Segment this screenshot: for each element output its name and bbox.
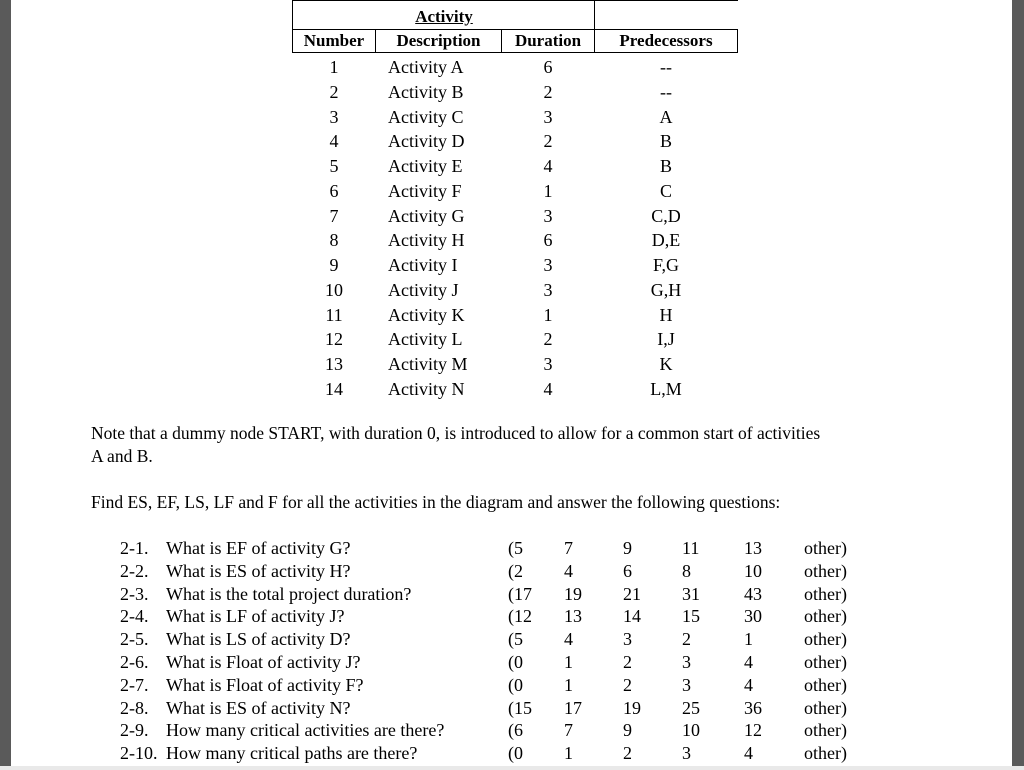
answer-option: 25 bbox=[682, 697, 700, 718]
row-predecessors: G,H bbox=[650, 279, 682, 300]
row-description: Activity F bbox=[388, 180, 462, 201]
row-number: 12 bbox=[325, 329, 343, 350]
row-description: Activity D bbox=[388, 131, 465, 152]
answer-option: 2 bbox=[623, 743, 632, 764]
answer-option: 36 bbox=[744, 697, 762, 718]
answer-option: (5 bbox=[508, 629, 523, 650]
answer-option: 2 bbox=[623, 674, 632, 695]
answer-option: (0 bbox=[508, 743, 523, 764]
question-number: 2-5. bbox=[120, 629, 149, 650]
row-description: Activity M bbox=[388, 354, 468, 374]
answer-option: other) bbox=[804, 697, 847, 718]
question-number: 2-9. bbox=[120, 720, 149, 741]
answer-option: other) bbox=[804, 652, 847, 672]
header-predecessors: Predecessors bbox=[619, 31, 713, 50]
answer-option: 21 bbox=[623, 583, 641, 604]
answer-option: other) bbox=[804, 583, 847, 604]
row-number: 7 bbox=[329, 205, 339, 226]
row-description: Activity B bbox=[388, 81, 464, 102]
question-text: What is the total project duration? bbox=[166, 583, 412, 604]
answer-option: 12 bbox=[744, 720, 762, 741]
question-number: 2-8. bbox=[120, 697, 149, 718]
answer-option: 13 bbox=[564, 606, 582, 627]
row-duration: 2 bbox=[543, 329, 553, 350]
header-bottom-border bbox=[292, 52, 738, 53]
answer-option: 31 bbox=[682, 583, 700, 604]
note-line-2: A and B. bbox=[91, 446, 153, 466]
answer-option: (12 bbox=[508, 606, 532, 627]
row-predecessors: C,D bbox=[651, 205, 681, 226]
answer-option: (2 bbox=[508, 560, 523, 581]
answer-option: other) bbox=[804, 538, 847, 558]
row-duration: 1 bbox=[543, 180, 553, 201]
answer-option: other) bbox=[804, 629, 847, 650]
answer-option: 3 bbox=[682, 674, 691, 695]
document-page bbox=[11, 0, 1012, 766]
answer-option: 10 bbox=[682, 720, 700, 741]
row-number: 5 bbox=[329, 156, 339, 176]
answer-option: other) bbox=[804, 720, 847, 741]
row-predecessors: L,M bbox=[650, 378, 682, 399]
answer-option: (17 bbox=[508, 583, 532, 604]
row-duration: 2 bbox=[543, 131, 553, 152]
instructions: Find ES, EF, LS, LF and F for all the activities in the diagram and answer the following questions: bbox=[91, 492, 781, 512]
row-description: Activity A bbox=[388, 57, 464, 77]
answer-option: 11 bbox=[682, 538, 700, 558]
answer-option: (0 bbox=[508, 652, 523, 672]
question-text: How many critical activities are there? bbox=[166, 720, 445, 741]
row-predecessors: F,G bbox=[652, 255, 680, 275]
answer-option: 14 bbox=[623, 606, 641, 627]
row-description: Activity E bbox=[388, 156, 463, 176]
answer-option: (6 bbox=[508, 720, 523, 741]
row-description: Activity C bbox=[388, 106, 464, 127]
note-line-1: Note that a dummy node START, with duration 0, is introduced to allow for a common start of activities bbox=[91, 423, 821, 443]
answer-option: 1 bbox=[564, 743, 573, 764]
header-number: Number bbox=[303, 31, 365, 50]
row-duration: 1 bbox=[543, 304, 553, 325]
answer-option: 15 bbox=[682, 606, 700, 627]
row-description: Activity N bbox=[388, 378, 465, 399]
row-description: Activity H bbox=[388, 230, 465, 251]
answer-option: 4 bbox=[744, 674, 753, 695]
row-number: 13 bbox=[325, 354, 343, 374]
answer-option: 2 bbox=[682, 629, 691, 650]
row-duration: 3 bbox=[543, 354, 553, 374]
answer-option: 7 bbox=[564, 538, 573, 558]
answer-option: (5 bbox=[508, 538, 523, 558]
row-number: 11 bbox=[325, 304, 343, 325]
row-predecessors: K bbox=[659, 354, 673, 374]
row-duration: 3 bbox=[543, 205, 553, 226]
row-predecessors: -- bbox=[660, 57, 672, 77]
answer-option: other) bbox=[804, 606, 847, 627]
answer-option: 6 bbox=[623, 560, 632, 581]
answer-option: (0 bbox=[508, 674, 523, 695]
question-number: 2-10. bbox=[120, 743, 158, 764]
header-activity-group: Activity bbox=[415, 7, 473, 26]
question-text: What is EF of activity G? bbox=[166, 538, 351, 558]
row-duration: 6 bbox=[543, 230, 553, 251]
row-duration: 4 bbox=[543, 378, 553, 399]
header-divider bbox=[292, 29, 738, 30]
row-description: Activity K bbox=[388, 304, 465, 325]
answer-option: 4 bbox=[744, 652, 753, 672]
answer-option: (15 bbox=[508, 697, 532, 718]
row-predecessors: -- bbox=[660, 81, 672, 102]
answer-option: other) bbox=[804, 560, 847, 581]
question-number: 2-7. bbox=[120, 674, 149, 695]
answer-option: 4 bbox=[564, 560, 573, 581]
table-top-border bbox=[292, 0, 738, 1]
answer-option: 10 bbox=[744, 560, 762, 581]
row-description: Activity G bbox=[388, 205, 465, 226]
header-right-border bbox=[737, 29, 738, 53]
answer-option: other) bbox=[804, 674, 847, 695]
question-text: What is LS of activity D? bbox=[166, 629, 351, 650]
header-description: Description bbox=[396, 31, 481, 50]
row-number: 8 bbox=[329, 230, 339, 251]
row-description: Activity J bbox=[388, 279, 459, 300]
answer-option: 30 bbox=[744, 606, 762, 627]
row-predecessors: D,E bbox=[651, 230, 681, 251]
row-predecessors: H bbox=[659, 304, 673, 325]
answer-option: 4 bbox=[744, 743, 753, 764]
question-number: 2-2. bbox=[120, 560, 149, 581]
question-text: What is LF of activity J? bbox=[166, 606, 345, 627]
row-number: 4 bbox=[329, 131, 339, 152]
answer-option: 17 bbox=[564, 697, 582, 718]
question-text: What is ES of activity H? bbox=[166, 560, 351, 581]
answer-option: 2 bbox=[623, 652, 632, 672]
row-predecessors: A bbox=[659, 106, 673, 127]
answer-option: 7 bbox=[564, 720, 573, 741]
answer-option: 19 bbox=[564, 583, 582, 604]
row-number: 2 bbox=[329, 81, 339, 102]
row-predecessors: I,J bbox=[657, 329, 675, 350]
answer-option: 3 bbox=[682, 743, 691, 764]
answer-option: 3 bbox=[682, 652, 691, 672]
answer-option: 4 bbox=[564, 629, 573, 650]
page-bottom-edge bbox=[0, 766, 1024, 770]
answer-option: 43 bbox=[744, 583, 762, 604]
question-text: What is ES of activity N? bbox=[166, 697, 351, 718]
row-number: 10 bbox=[325, 279, 343, 300]
row-duration: 6 bbox=[543, 57, 553, 77]
answer-option: 3 bbox=[623, 629, 632, 650]
row-duration: 4 bbox=[543, 156, 553, 176]
row-duration: 3 bbox=[543, 255, 553, 275]
question-number: 2-1. bbox=[120, 538, 149, 558]
answer-option: 1 bbox=[744, 629, 753, 650]
answer-option: 13 bbox=[744, 538, 762, 558]
row-number: 3 bbox=[329, 106, 339, 127]
question-text: What is Float of activity J? bbox=[166, 652, 361, 672]
row-number: 9 bbox=[329, 255, 339, 275]
row-duration: 3 bbox=[543, 279, 553, 300]
answer-option: 9 bbox=[623, 538, 632, 558]
question-text: What is Float of activity F? bbox=[166, 674, 364, 695]
question-text: How many critical paths are there? bbox=[166, 743, 418, 764]
answer-option: other) bbox=[804, 743, 847, 764]
row-duration: 2 bbox=[543, 81, 553, 102]
row-description: Activity L bbox=[388, 329, 463, 350]
answer-option: 19 bbox=[623, 697, 641, 718]
question-number: 2-3. bbox=[120, 583, 149, 604]
answer-option: 1 bbox=[564, 674, 573, 695]
row-duration: 3 bbox=[543, 106, 553, 127]
answer-option: 8 bbox=[682, 560, 691, 581]
question-number: 2-6. bbox=[120, 652, 149, 672]
row-predecessors: B bbox=[659, 156, 672, 176]
header-duration: Duration bbox=[514, 31, 582, 50]
row-description: Activity I bbox=[388, 255, 458, 275]
row-predecessors: C bbox=[659, 180, 672, 201]
question-number: 2-4. bbox=[120, 606, 149, 627]
answer-option: 1 bbox=[564, 652, 573, 672]
row-number: 1 bbox=[329, 57, 339, 77]
answer-option: 9 bbox=[623, 720, 632, 741]
row-predecessors: B bbox=[659, 131, 672, 152]
row-number: 14 bbox=[325, 378, 343, 399]
row-number: 6 bbox=[329, 180, 339, 201]
